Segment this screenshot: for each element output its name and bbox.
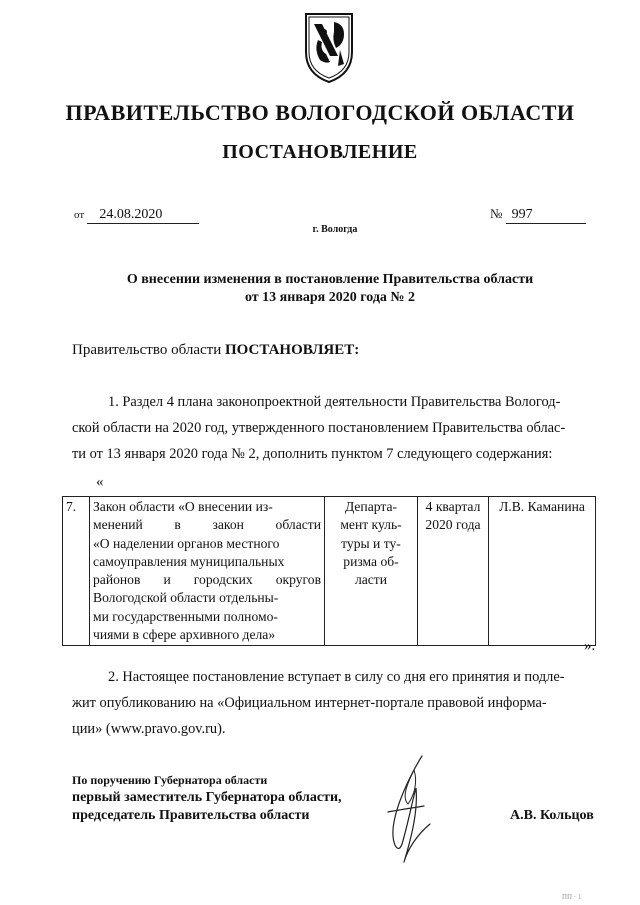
paragraph-2-line-3: ции» (www.pravo.gov.ru). (72, 721, 226, 737)
date-value: 24.08.2020 (87, 207, 199, 224)
handwritten-signature (368, 752, 448, 872)
department-line: ласти (354, 572, 388, 588)
signer-name: А.В. Кольцов (510, 808, 594, 823)
subject-line-2: от 13 января 2020 года № 2 (244, 290, 415, 305)
paragraph-2-line-1: 2. Настоящее постановление вступает в силу со дня его принятия и подле- (108, 669, 565, 685)
paragraph-2-line-2: жит опубликованию на «Официальном интернет-портале правовой информа- (72, 695, 547, 711)
law-cell (90, 497, 325, 646)
paragraph-1-line-2: ской области на 2020 год, утвержденного постановлением Правительства облас- (72, 420, 566, 436)
document-type-title: ПОСТАНОВЛЕНИЕ (222, 141, 418, 163)
term-line: 2020 года (425, 517, 481, 533)
date-field (74, 206, 199, 224)
department-line: туры и ту- (341, 535, 401, 551)
paragraph-1-line-1: 1. Раздел 4 плана законопроектной деятельности Правительства Вологод- (108, 394, 561, 410)
term-line: 4 квартал (425, 499, 481, 514)
department-line: Департа- (344, 499, 398, 514)
city-label: г. Вологда (312, 224, 358, 235)
department-line: ризма об- (343, 553, 399, 569)
number-value: 997 (506, 207, 586, 224)
row-number: 7. (63, 497, 90, 646)
number-field (490, 206, 586, 224)
signer-role: председатель Правительства области (72, 808, 310, 823)
signer-position: первый заместитель Губернатора области, (72, 790, 342, 805)
preamble-text: Правительство области (72, 342, 225, 358)
signature-authority: По поручению Губернатора области (72, 773, 268, 787)
coat-of-arms-icon (300, 10, 358, 86)
quote-open: « (96, 474, 104, 490)
preamble-decree-word: ПОСТАНОВЛЯЕТ: (224, 342, 360, 358)
department-line: мент куль- (340, 517, 402, 533)
table-row (63, 497, 596, 646)
paragraph-1 (72, 389, 602, 467)
law-line: Вологодской области отдельны- (93, 590, 279, 606)
law-line: районов и городских округов (93, 572, 321, 588)
law-line: самоуправления муниципальных (93, 553, 285, 569)
law-line: менений в закон области (93, 517, 321, 533)
term-cell (418, 497, 489, 646)
law-line: Закон области «О внесении из- (93, 499, 273, 514)
number-label: № (490, 206, 503, 221)
footer-mark: ПП · 1 (562, 893, 582, 901)
preamble (72, 342, 359, 359)
date-label: от (74, 209, 85, 221)
subject-line-1: О внесении изменения в постановление Правительства области (126, 272, 534, 287)
law-line: «О наделении органов местного (93, 535, 280, 551)
department-cell (325, 497, 418, 646)
plan-table (62, 496, 596, 646)
document-subject (60, 271, 600, 307)
government-title: ПРАВИТЕЛЬСТВО ВОЛОГОДСКОЙ ОБЛАСТИ (65, 100, 575, 125)
responsible-cell: Л.В. Каманина (489, 497, 596, 646)
paragraph-2 (72, 664, 602, 742)
law-line: чиями в сфере архивного дела» (93, 627, 276, 643)
quote-close: ». (584, 638, 596, 654)
law-line: ми государственными полномо- (93, 608, 278, 624)
paragraph-1-line-3: ти от 13 января 2020 года № 2, дополнить пунктом 7 следующего содержания: (72, 446, 553, 462)
